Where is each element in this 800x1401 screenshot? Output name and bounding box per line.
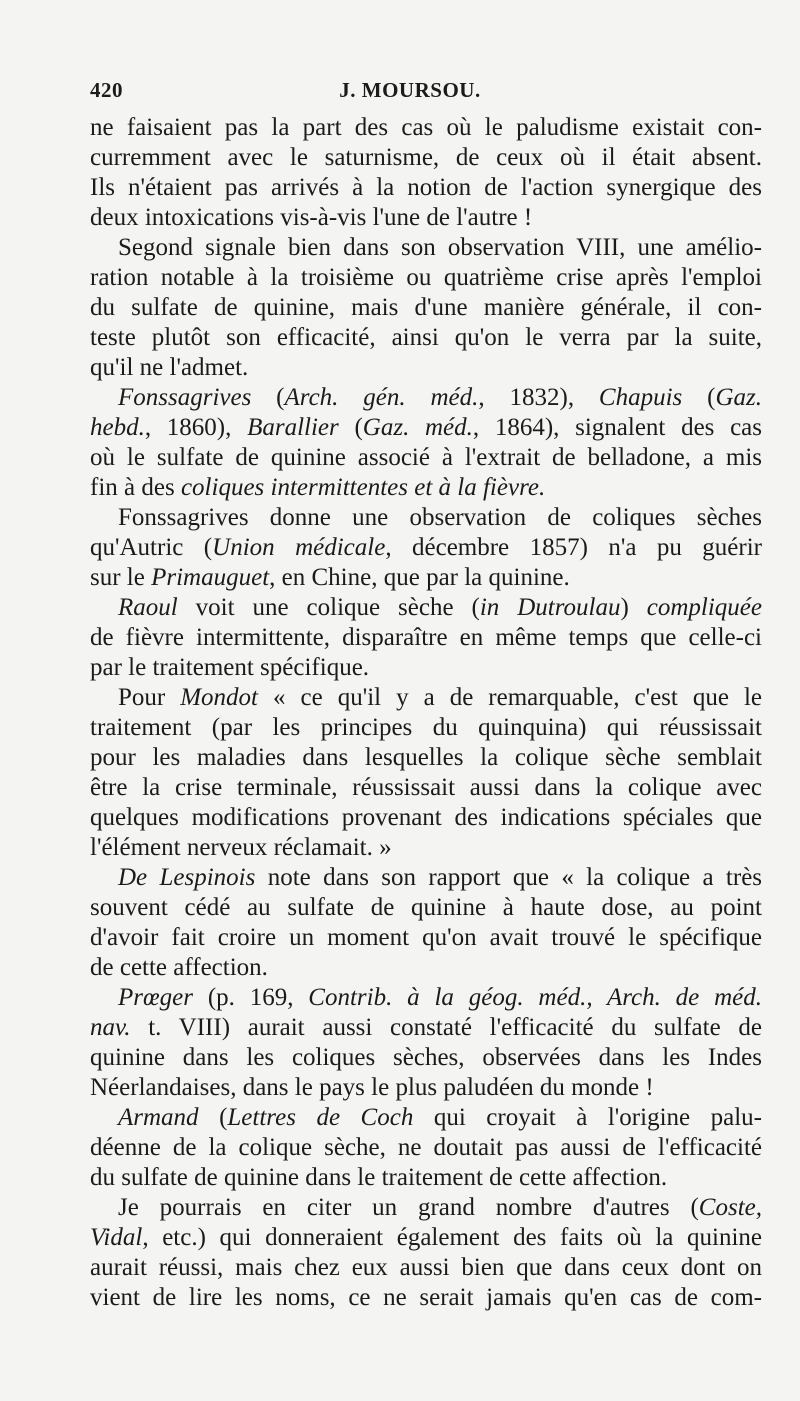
text-segment: qu'Autric ( <box>90 534 213 561</box>
italic-text-segment: Barallier <box>247 414 339 441</box>
italic-text-segment: Prœger <box>118 984 193 1011</box>
text-line <box>90 653 762 683</box>
text-line <box>90 1193 762 1223</box>
text-segment: ( <box>198 1104 228 1131</box>
text-line <box>90 1253 762 1283</box>
text-segment: l'élément nerveux réclamait. » <box>90 834 392 861</box>
text-segment: note dans son rapport que « la colique a très <box>255 864 763 891</box>
text-segment: ne faisaient pas la part des cas où le paludisme existait con- <box>90 114 762 141</box>
text-line <box>90 353 762 383</box>
italic-text-segment: Mondot <box>180 684 259 711</box>
text-segment: pour les maladies dans lesquelles la colique sèche semblait <box>90 744 762 771</box>
text-line <box>90 983 762 1013</box>
text-segment: , etc.) qui donneraient également des faits où la quinine <box>142 1224 762 1251</box>
text-segment: teste plutôt son efficacité, ainsi qu'on le verra par la suite, <box>90 324 762 351</box>
running-head <box>90 78 730 108</box>
text-segment: Je pourrais en citer un grand nombre d'autres ( <box>118 1194 699 1221</box>
text-line <box>90 1043 762 1073</box>
text-segment: , décembre 1857) n'a pu guérir <box>385 534 763 561</box>
text-line <box>90 713 762 743</box>
text-segment: , 1864), signalent des cas <box>472 414 763 441</box>
italic-text-segment: Arch. gén. méd. <box>284 384 479 411</box>
text-segment: voit une colique sèche ( <box>177 594 480 621</box>
text-segment: Fonssagrives donne une observation de coliques sèches <box>118 504 762 531</box>
text-line <box>90 953 762 983</box>
italic-text-segment: nav. <box>90 1014 131 1041</box>
text-segment: être la crise terminale, réussissait aussi dans la colique avec <box>90 774 762 801</box>
text-line <box>90 323 762 353</box>
italic-text-segment: coliques intermittentes et à la fièvre. <box>180 474 546 501</box>
text-segment: « ce qu'il y a de remarquable, c'est que le <box>258 684 762 711</box>
text-segment: t. VIII) aurait aussi constaté l'efficacité du sulfate de <box>130 1014 762 1041</box>
text-line <box>90 683 762 713</box>
text-line <box>90 893 762 923</box>
text-line <box>90 593 762 623</box>
text-segment: fin à des <box>90 474 181 501</box>
text-line <box>90 833 762 863</box>
italic-text-segment: hebd. <box>90 414 145 441</box>
text-segment: souvent cédé au sulfate de quinine à haute dose, au point <box>90 894 762 921</box>
italic-text-segment: Coste, <box>698 1194 762 1221</box>
italic-text-segment: Vidal <box>90 1224 143 1251</box>
italic-text-segment: in Dutroulau <box>479 594 621 621</box>
text-segment: ( <box>338 414 363 441</box>
text-line <box>90 623 762 653</box>
italic-text-segment: Chapuis <box>598 384 683 411</box>
text-segment: , en Chine, que par la quinine. <box>269 564 570 591</box>
text-segment: , 1860), <box>144 414 248 441</box>
text-line <box>90 413 762 443</box>
text-segment: de fièvre intermittente, disparaître en même temps que celle-ci <box>90 624 762 651</box>
italic-text-segment: Fonssagrives <box>118 384 252 411</box>
page-number: 420 <box>90 78 123 102</box>
text-line <box>90 503 762 533</box>
text-segment: Ils n'étaient pas arrivés à la notion de l'action synergique des <box>90 174 762 201</box>
italic-text-segment: Gaz. <box>715 384 763 411</box>
text-line <box>90 443 762 473</box>
text-segment: Segond signale bien dans son observation VIII, une amélio- <box>118 234 762 261</box>
italic-text-segment: Gaz. méd. <box>362 414 473 441</box>
text-segment: curremment avec le saturnisme, de ceux où il était absent. <box>90 144 762 171</box>
italic-text-segment: compliquée <box>646 594 762 621</box>
text-segment: , 1832), <box>478 384 599 411</box>
text-line <box>90 1073 762 1103</box>
text-line <box>90 233 762 263</box>
italic-text-segment: Primauguet <box>151 564 270 591</box>
text-line <box>90 293 762 323</box>
text-line <box>90 923 762 953</box>
italic-text-segment: Raoul <box>118 594 178 621</box>
text-segment: du sulfate de quinine, mais d'une manière générale, il con- <box>90 294 762 321</box>
text-line <box>90 743 762 773</box>
text-segment: d'avoir fait croire un moment qu'on avait trouvé le spécifique <box>90 924 762 951</box>
text-segment: qu'il ne l'admet. <box>90 354 249 381</box>
text-segment: ( <box>682 384 716 411</box>
text-segment: où le sulfate de quinine associé à l'extrait de belladone, a mis <box>90 444 762 471</box>
text-line <box>90 1223 762 1253</box>
text-line <box>90 263 762 293</box>
text-segment: aurait réussi, mais chez eux aussi bien que dans ceux dont on <box>90 1254 762 1281</box>
text-segment: qui croyait à l'origine palu- <box>413 1104 762 1131</box>
text-line <box>90 113 762 143</box>
body-text <box>90 113 762 1313</box>
text-line <box>90 473 762 503</box>
text-line <box>90 863 762 893</box>
text-segment: de cette affection. <box>90 954 268 981</box>
italic-text-segment: Lettres de Coch <box>227 1104 414 1131</box>
text-segment: (p. 169, <box>193 984 309 1011</box>
text-line <box>90 203 762 233</box>
text-line <box>90 1163 762 1193</box>
italic-text-segment: Contrib. à la géog. méd., Arch. de méd. <box>308 984 763 1011</box>
text-segment: deux intoxications vis-à-vis l'une de l'autre ! <box>90 204 533 231</box>
text-segment: déenne de la colique sèche, ne doutait pas aussi de l'efficacité <box>90 1134 762 1161</box>
text-segment: du sulfate de quinine dans le traitement de cette affection. <box>90 1164 668 1191</box>
text-segment: Pour <box>118 684 181 711</box>
text-line <box>90 563 762 593</box>
text-line <box>90 173 762 203</box>
italic-text-segment: De Lespinois <box>118 864 256 891</box>
text-segment: Néerlandaises, dans le pays le plus paludéen du monde ! <box>90 1074 654 1101</box>
text-segment: ) <box>620 594 647 621</box>
text-line <box>90 1013 762 1043</box>
text-line <box>90 1103 762 1133</box>
italic-text-segment: Armand <box>118 1104 199 1131</box>
text-line <box>90 803 762 833</box>
text-line <box>90 383 762 413</box>
text-segment: ration notable à la troisième ou quatrième crise après l'emploi <box>90 264 762 291</box>
text-segment: vient de lire les noms, ce ne serait jamais qu'en cas de com- <box>90 1284 762 1311</box>
text-line <box>90 1133 762 1163</box>
text-segment: quinine dans les coliques sèches, observées dans les Indes <box>90 1044 762 1071</box>
text-segment: quelques modifications provenant des indications spéciales que <box>90 804 762 831</box>
text-line <box>90 143 762 173</box>
text-segment: par le traitement spécifique. <box>90 654 370 681</box>
text-segment: ( <box>251 384 285 411</box>
text-line <box>90 533 762 563</box>
text-line <box>90 773 762 803</box>
text-segment: sur le <box>90 564 152 591</box>
text-line <box>90 1283 762 1313</box>
text-segment: traitement (par les principes du quinquina) qui réussissait <box>90 714 762 741</box>
running-head-author: J. MOURSOU. <box>339 78 481 102</box>
italic-text-segment: Union médicale <box>212 534 386 561</box>
